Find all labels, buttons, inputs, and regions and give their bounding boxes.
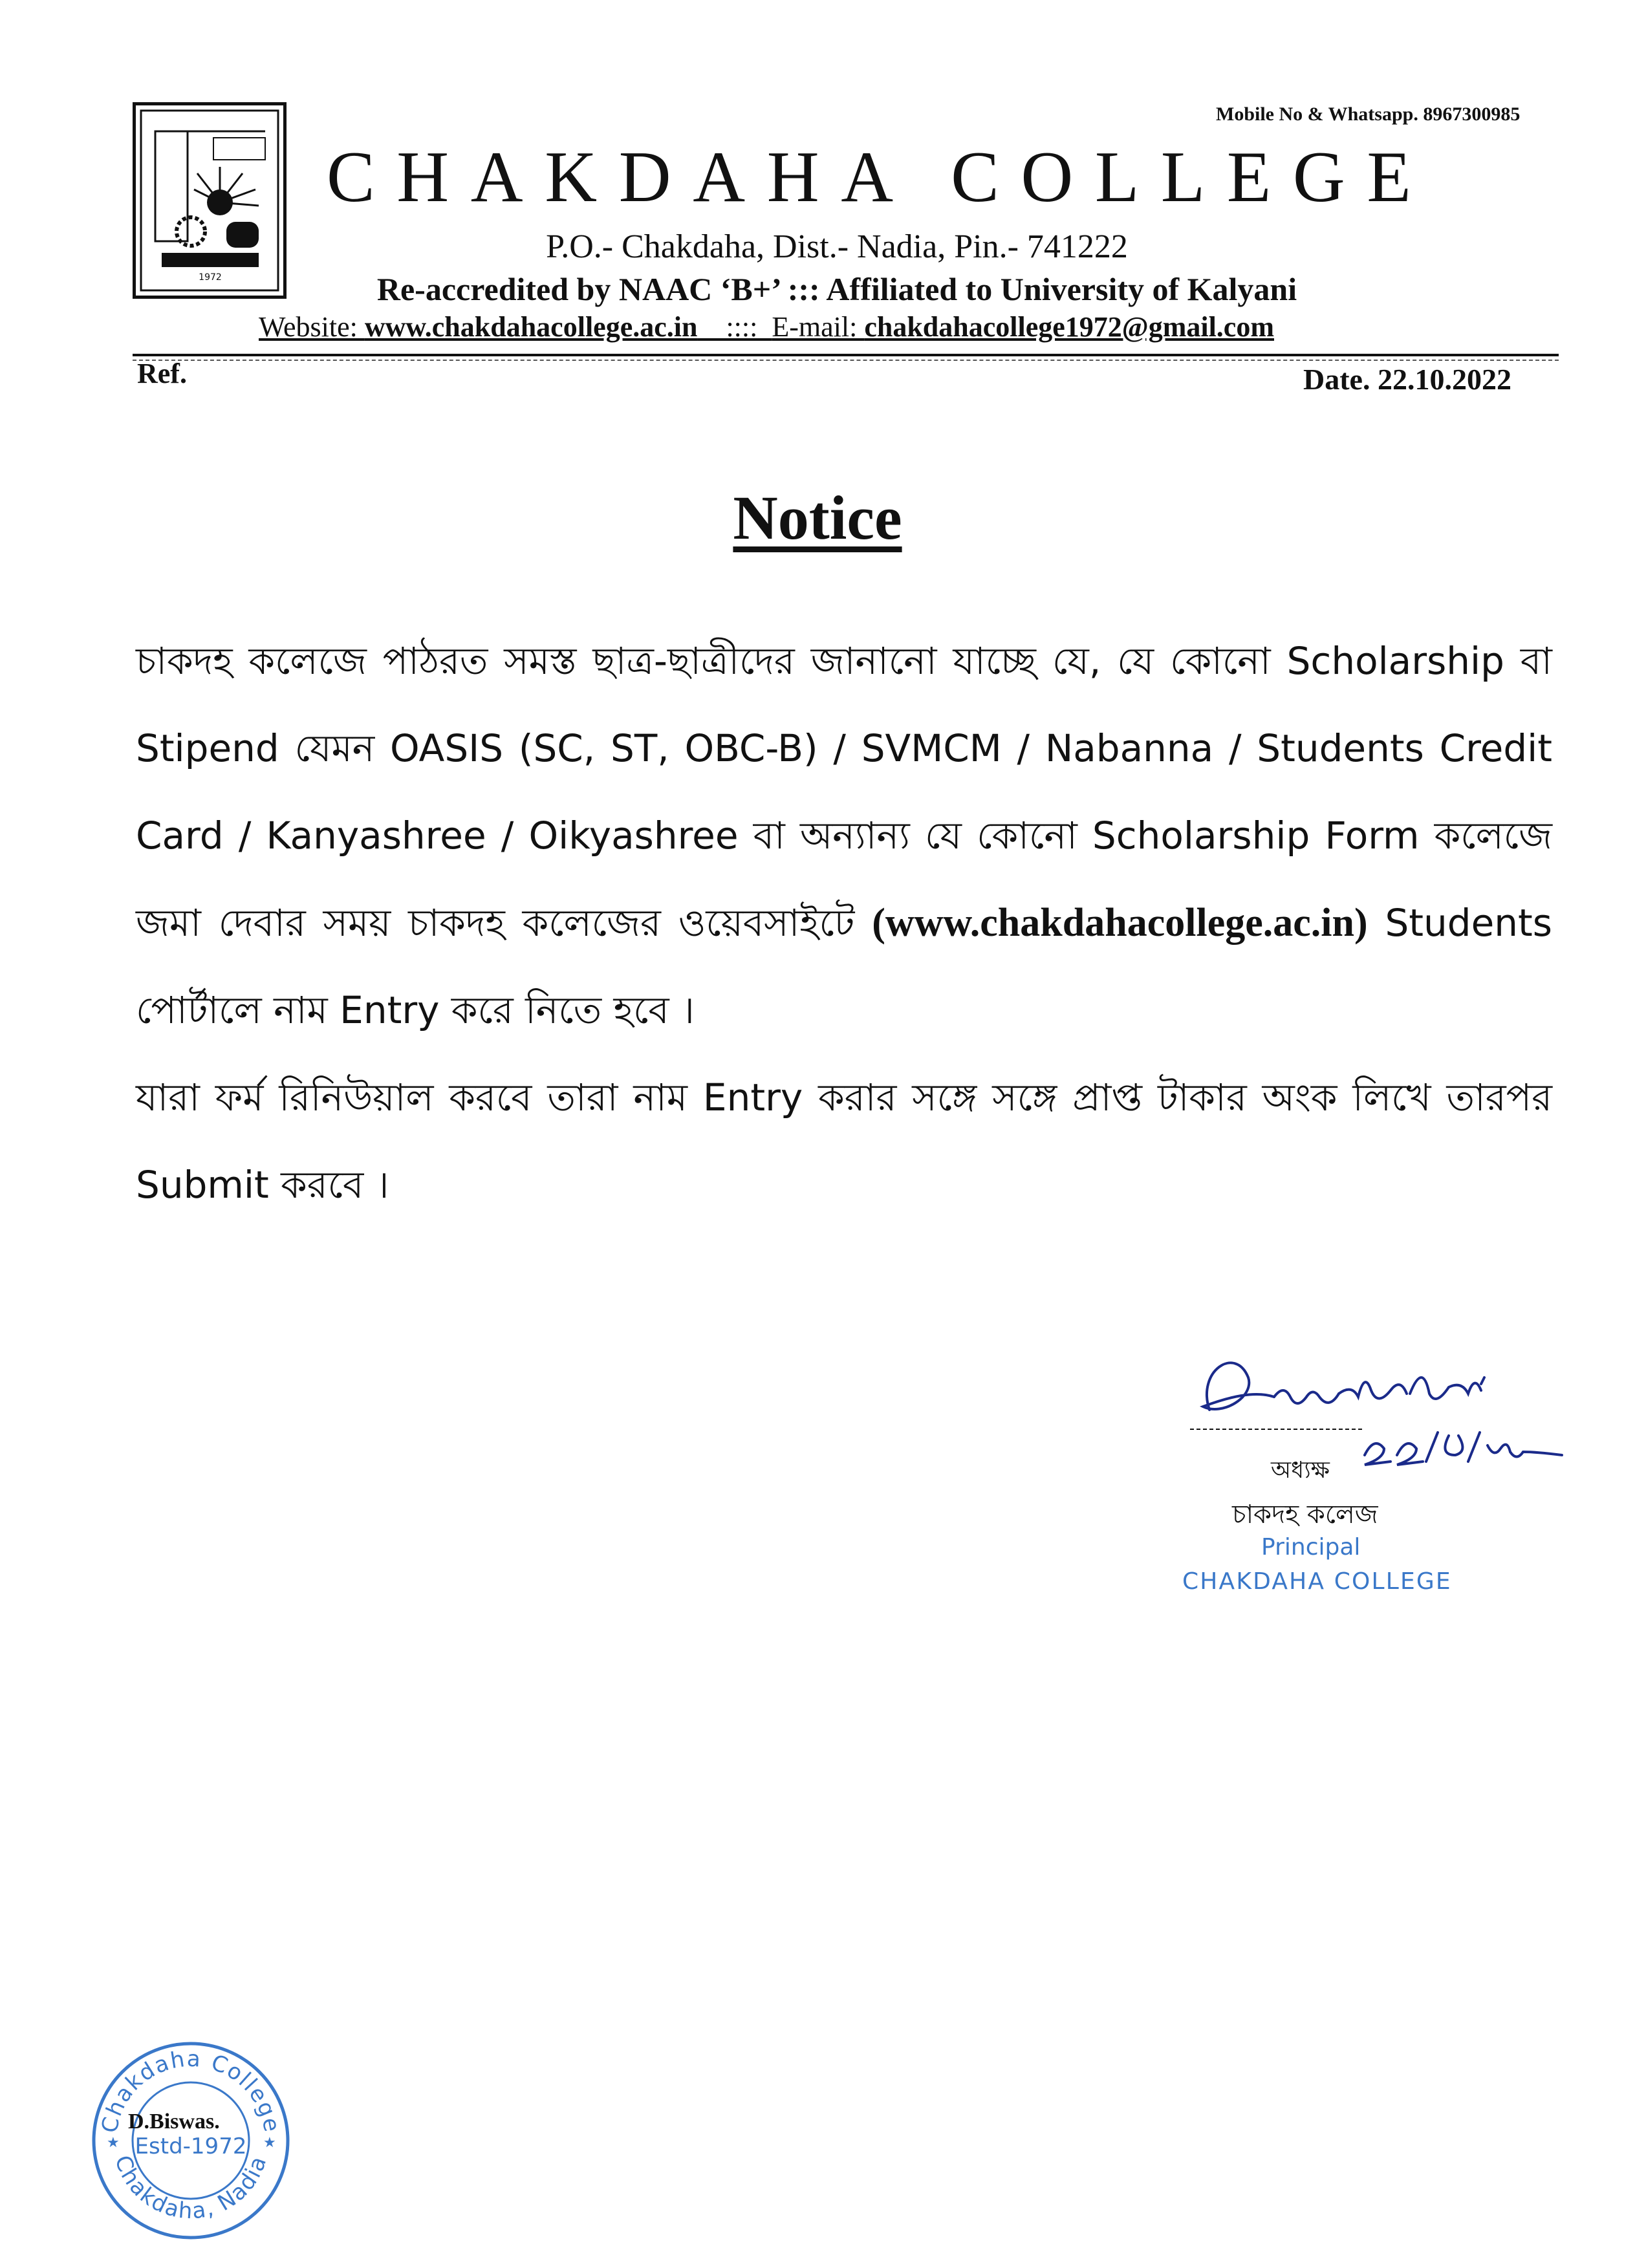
contact-number: Mobile No & Whatsapp. 8967300985	[1216, 103, 1521, 125]
principal-institution: চাকদহ কলেজ	[1232, 1500, 1378, 1529]
notice-title: Notice	[733, 483, 902, 552]
svg-text:Chakdaha, Nadia: Chakdaha, Nadia	[109, 2152, 272, 2225]
principal-stamp-college: CHAKDAHA COLLEGE	[1182, 1568, 1452, 1595]
notice-paragraph-2: যারা ফর্ম রিনিউয়াল করবে তারা নাম Entry করার সঙ্গে সঙ্গে প্রাপ্ত টাকার অংক লিখে তারপর Submit করবে ।	[136, 1075, 1552, 1207]
contact-line	[259, 310, 1274, 343]
svg-text:★: ★	[107, 2134, 120, 2150]
svg-text:★: ★	[263, 2134, 276, 2150]
svg-text:1972: 1972	[199, 272, 222, 283]
notice-body	[136, 618, 1552, 1229]
website-reference: (www.chakdahacollege.ac.in)	[872, 901, 1368, 945]
email-link[interactable]: chakdahacollege1972@gmail.com	[864, 311, 1274, 343]
paragraph-1-text: চাকদহ কলেজে পাঠরত সমস্ত ছাত্র-ছাত্রীদের জানানো যাচ্ছে যে, যে কোনো Scholarship বা Stipend যেমন OASIS (SC, ST, OBC-B) / SVMCM / Nabanna / Students Credit Card / Kanyashree / Oikyashree বা অন্যান্য যে কোনো Scholarship Form কলেজে জমা দেবার সময় চাকদহ কলেজের ওয়েবসাইটে	[136, 639, 1552, 945]
email-label: E-mail:	[772, 311, 865, 343]
svg-text:Estd-1972: Estd-1972	[135, 2133, 247, 2159]
seal-overwritten-name: D.Biswas.	[128, 2110, 220, 2133]
college-seal	[87, 2037, 294, 2244]
college-address: P.O.- Chakdaha, Dist.- Nadia, Pin.- 741222	[546, 228, 1128, 265]
college-logo	[133, 102, 287, 299]
notice-paragraph-1	[136, 618, 1552, 1054]
notice-date: Date. 22.10.2022	[1303, 363, 1511, 396]
principal-stamp-title: Principal	[1261, 1534, 1361, 1561]
ref-label: Ref.	[137, 358, 187, 389]
separator: ::::	[697, 311, 772, 343]
college-name: CHAKDAHA COLLEGE	[327, 137, 1433, 217]
website-link[interactable]: www.chakdahacollege.ac.in	[364, 311, 698, 343]
header-rule	[133, 354, 1559, 356]
svg-text:Chakdaha College: Chakdaha College	[96, 2046, 285, 2135]
accreditation-line: Re-accredited by NAAC ‘B+’ ::: Affiliated to University of Kalyani	[376, 271, 1297, 307]
paragraph-1-text-end: Students পোর্টালে নাম Entry করে নিতে হবে ।	[136, 901, 1552, 1032]
principal-designation: অধ্যক্ষ	[1271, 1457, 1330, 1484]
website-label: Website:	[259, 311, 365, 343]
principal-signature	[1184, 1332, 1585, 1487]
